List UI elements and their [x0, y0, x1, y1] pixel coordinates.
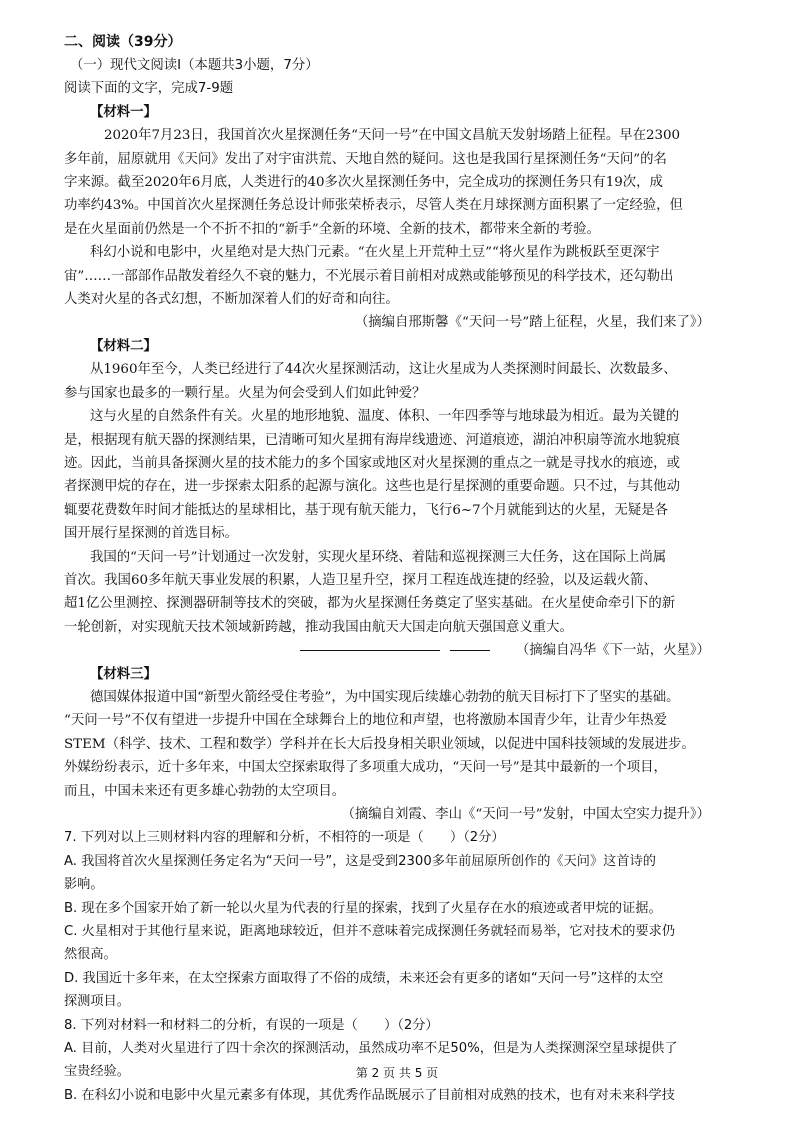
material-2-source-row — [64, 639, 736, 662]
material-1-label: 【材料一】 — [90, 104, 157, 120]
material-2-source: （摘编自冯华《下一站，火星》） — [515, 643, 710, 659]
question-7-option: A. 我国将首次火星探测任务定名为“天问一号”，这是受到2300多年前屈原所创作的《天问》这首诗的 — [64, 853, 656, 869]
question-7-option: 影响。 — [64, 877, 104, 893]
material-1-line: 宙”……一部部作品散发着经久不衰的魅力，不光展示着目前相对成熟或能够预见的科学技术，还勾勒出 — [64, 268, 674, 284]
question-7-stem: 7. 下列对以上三则材料内容的理解和分析，不相符的一项是（ ）（2分） — [64, 830, 505, 846]
material-3-line: 而且，中国未来还有更多雄心勃勃的太空项目。 — [64, 783, 346, 799]
material-1-line: 多年前，屈原就用《天问》发出了对宇宙洪荒、天地自然的疑问。这也是我国行星探测任务“天问”的名 — [64, 151, 667, 167]
question-7-option: C. 火星相对于其他行星来说，距离地球较近，但并不意味着完成探测任务就轻而易举，它对技术的要求仍 — [64, 924, 676, 940]
material-1-line: 2020年7月23日，我国首次火星探测任务“天问一号”在中国文昌航天发射场踏上征程。早在2300 — [104, 128, 681, 144]
question-8-option: A. 目前，人类对火星进行了四十余次的探测活动，虽然成功率不足50%，但是为人类探测深空星球提供了 — [64, 1041, 678, 1057]
material-2-line: 这与火星的自然条件有关。火星的地形地貌、温度、体积、一年四季等与地球最为相近。最为关键的 — [90, 409, 680, 425]
material-2-label: 【材料二】 — [90, 338, 157, 354]
question-7-option: D. 我国近十多年来，在太空探索方面取得了不俗的成绩，未来还会有更多的诸如“天问一号”这样的太空 — [64, 970, 664, 986]
question-7-option: B. 现在多个国家开始了新一轮以火星为代表的行星的探索，找到了火星存在水的痕迹或者甲烷的证据。 — [64, 900, 662, 916]
question-8-option: 宝贵经验。 — [64, 1064, 130, 1080]
material-2-line: 一轮创新，对实现航天技术领域新跨越，推动我国由航天大国走向航天强国意义重大。 — [64, 619, 573, 635]
material-2-line: 者探测甲烷的存在，进一步探索太阳系的起源与演化。这些也是行星探测的重要命题。只不过，与其他动 — [64, 479, 680, 495]
material-2-line: 超1亿公里测控、探测器研制等技术的突破，都为火星探测任务奠定了坚实基础。在火星使命牵引下的新 — [64, 596, 676, 612]
material-3-source: （摘编自刘霞、李山《“天问一号”发射，中国太空实力提升》） — [341, 807, 710, 822]
question-8-stem: 8. 下列对材料一和材料二的分析，有误的一项是（ ）（2分） — [64, 1017, 439, 1033]
material-2-line: 辄要花费数年时间才能抵达的星球相比，基于现有航天能力，飞行6~7个月就能到达的火星，无疑是各 — [64, 502, 669, 518]
instruction: 阅读下面的文字，完成7-9题 — [64, 81, 234, 97]
material-1-source: （摘编自邢斯馨《“天问一号”踏上征程，火星，我们来了》） — [354, 315, 710, 331]
question-8-option: B. 在科幻小说和电影中火星元素多有体现，其优秀作品既展示了目前相对成熟的技术，也有对未来科学技 — [64, 1087, 675, 1103]
material-1-line: 科幻小说和电影中，火星绝对是大热门元素。“在火星上开荒种土豆”“将火星作为跳板跃至更深宇 — [90, 245, 660, 261]
material-3-line: 外媒纷纷表示，近十多年来，中国太空探索取得了多项重大成功，“天问一号”是其中最新的一个项目， — [64, 760, 667, 776]
section-title: 二、阅读（39分） — [64, 34, 182, 50]
material-3-line: “天问一号”不仅有望进一步提升中国在全球舞台上的地位和声望，也将激励本国青少年，让青少年热爱 — [64, 713, 667, 729]
material-1-line: 是在火星面前仍然是一个不折不扣的“新手”全新的环境、全新的技术，都带来全新的考验。 — [64, 221, 600, 237]
material-3-line: 德国媒体报道中国“新型火箭经受住考验”，为中国实现后续雄心勃勃的航天目标打下了坚实的基础。 — [90, 689, 680, 705]
question-7-option: 然很高。 — [64, 947, 117, 963]
material-1-line: 功率约43%。中国首次火星探测任务总设计师张荣桥表示，尽管人类在月球探测方面积累了一定经验，但 — [64, 198, 683, 214]
page-footer: 第 2 页 共 5 页 — [355, 1066, 439, 1080]
divider-line — [300, 650, 440, 651]
material-1-line: 人类对火星的各式幻想，不断加深着人们的好奇和向往。 — [64, 292, 399, 308]
subsection-title: （一）现代文阅读Ⅰ（本题共3小题，7分） — [70, 58, 319, 73]
material-2-line: 首次。我国60多年航天事业发展的积累，人造卫星升空，探月工程连战连捷的经验，以及运载火箭、 — [64, 572, 657, 588]
material-2-line: 迹。因此，当前具备探测火星的技术能力的多个国家或地区对火星探测的重点之一就是寻找水的痕迹，或 — [64, 455, 680, 471]
divider-line — [450, 650, 490, 651]
material-1-line: 字来源。截至2020年6月底，人类进行的40多次火星探测任务中，完全成功的探测任务只有19次，成 — [64, 175, 663, 191]
material-3-label: 【材料三】 — [90, 666, 157, 682]
material-2-line: 从1960年至今，人类已经进行了44次火星探测活动，这让火星成为人类探测时间最长、次数最多、 — [90, 362, 677, 378]
question-7-option: 探测项目。 — [64, 994, 130, 1010]
material-2-line: 参与国家也最多的一颗行星。火星为何会受到人们如此钟爱？ — [64, 385, 426, 401]
material-2-line: 是，根据现有航天器的探测结果，已清晰可知火星拥有海岸线遗迹、河道痕迹，湖泊冲积扇等流水地貌痕 — [64, 432, 680, 448]
material-2-line: 国开展行星探测的首选目标。 — [64, 526, 239, 542]
exam-page — [64, 30, 736, 1107]
material-3-line: STEM（科学、技术、工程和数学）学科并在长大后投身相关职业领域，以促进中国科技领域的发展进步。 — [64, 736, 695, 752]
material-2-line: 我国的“天问一号”计划通过一次发射，实现火星环绕、着陆和巡视探测三大任务，这在国际上尚属 — [90, 549, 667, 565]
